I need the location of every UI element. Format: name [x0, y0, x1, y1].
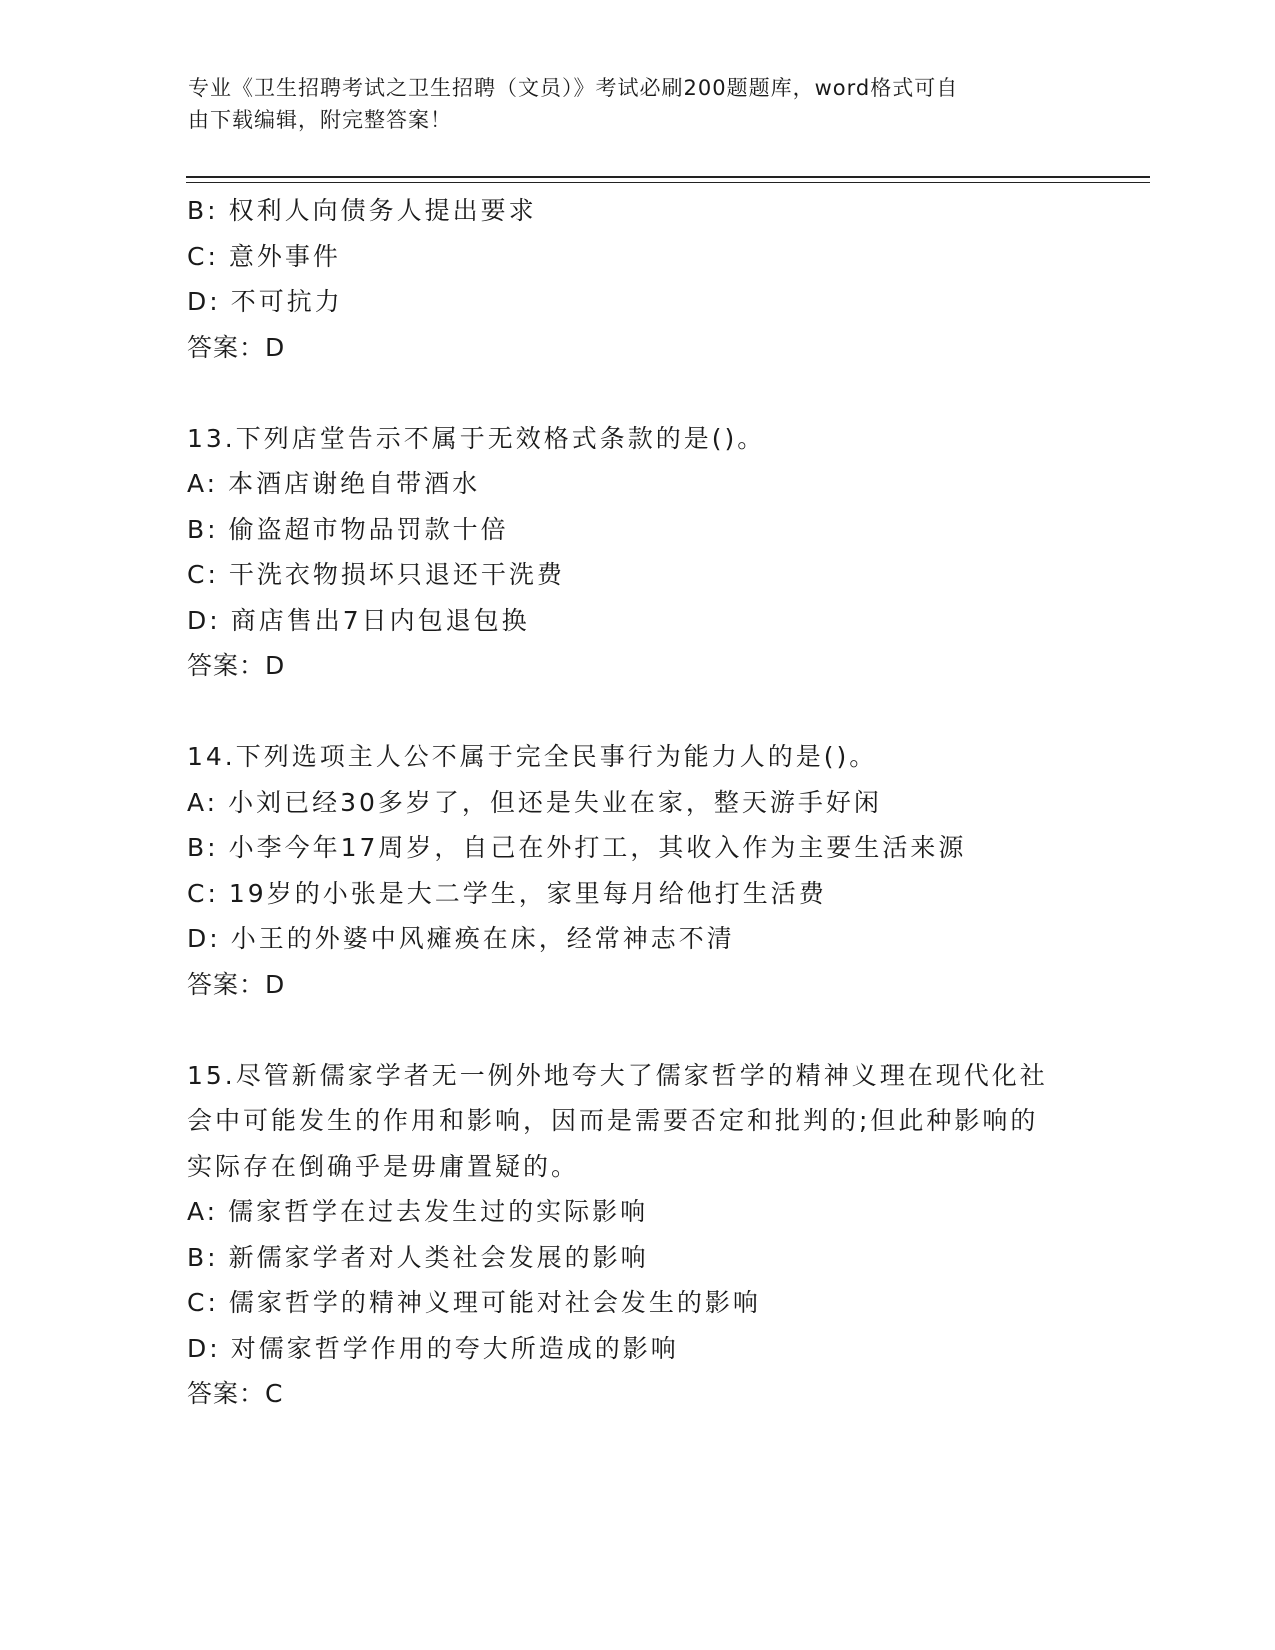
answer-line: 答案：D: [187, 651, 286, 680]
option-d: [187, 1326, 1087, 1372]
option-text: 商店售出7日内包退包换: [230, 605, 530, 635]
option-text: 干洗衣物损坏只退还干洗费: [228, 560, 565, 589]
option-c: [187, 552, 1087, 598]
option-text: 小李今年17周岁，自己在外打工，其收入作为主要生活来源: [228, 833, 967, 862]
option-text: 19岁的小张是大二学生，家里每月给他打生活费: [228, 878, 827, 908]
option-a: [187, 461, 1087, 507]
option-text: 意外事件: [228, 241, 341, 271]
question-stem: 13.下列店堂告示不属于无效格式条款的是()。: [187, 423, 766, 453]
option-key: C:: [187, 241, 219, 271]
option-text: 偷盗超市物品罚款十倍: [228, 514, 509, 544]
option-d: [187, 279, 1087, 325]
option-c: [187, 1280, 1087, 1326]
option-key: D:: [187, 287, 221, 316]
option-d: [187, 598, 1087, 644]
option-key: A:: [187, 787, 219, 817]
question-stem-line-1: 15.尽管新儒家学者无一例外地夸大了儒家哲学的精神义理在现代化社: [187, 1060, 1048, 1090]
option-text: 小刘已经30多岁了，但还是失业在家，整天游手好闲: [228, 787, 882, 817]
question-13: [187, 416, 1087, 689]
option-key: B:: [187, 1242, 219, 1272]
header-line-1: 专业《卫生招聘考试之卫生招聘（文员）》考试必刷200题题库，word格式可自: [188, 76, 959, 100]
option-text: 权利人向债务人提出要求: [228, 196, 537, 225]
option-text: 儒家哲学在过去发生过的实际影响: [228, 1197, 649, 1226]
option-b: [187, 825, 1087, 871]
option-key: D:: [187, 1333, 221, 1363]
question-15: [187, 1053, 1087, 1417]
option-c: [187, 871, 1087, 917]
spacer: [187, 370, 1087, 416]
option-text: 本酒店谢绝自带酒水: [228, 469, 481, 498]
answer-line: 答案：D: [187, 969, 286, 999]
option-text: 小王的外婆中风瘫痪在床，经常神志不清: [230, 924, 735, 953]
option-a: [187, 780, 1087, 826]
option-key: C:: [187, 878, 219, 908]
option-text: 不可抗力: [230, 287, 343, 316]
option-key: C:: [187, 1288, 219, 1317]
option-b: [187, 188, 1087, 234]
option-key: A:: [187, 1197, 219, 1226]
question-14: [187, 734, 1087, 1007]
option-key: B:: [187, 514, 219, 544]
question-continued: [187, 188, 1087, 370]
document-body: [187, 188, 1087, 1417]
option-key: A:: [187, 469, 219, 498]
document-header: [188, 72, 1068, 136]
spacer: [187, 1007, 1087, 1053]
option-b: [187, 1235, 1087, 1281]
option-key: B:: [187, 833, 219, 862]
option-a: [187, 1189, 1087, 1235]
question-stem-line-3: 实际存在倒确乎是毋庸置疑的。: [187, 1151, 580, 1181]
answer-line: 答案：D: [187, 332, 286, 362]
header-divider-thin: [186, 182, 1150, 183]
option-key: B:: [187, 196, 219, 225]
option-text: 新儒家学者对人类社会发展的影响: [228, 1242, 649, 1272]
option-key: D:: [187, 924, 221, 953]
question-stem-line-2: 会中可能发生的作用和影响，因而是需要否定和批判的;但此种影响的: [187, 1106, 1039, 1135]
header-line-2: 由下载编辑，附完整答案！: [188, 108, 452, 132]
spacer: [187, 689, 1087, 735]
option-text: 对儒家哲学作用的夸大所造成的影响: [230, 1333, 679, 1363]
question-stem: 14.下列选项主人公不属于完全民事行为能力人的是()。: [187, 742, 878, 771]
answer-line: 答案：C: [187, 1379, 284, 1408]
option-b: [187, 507, 1087, 553]
option-c: [187, 234, 1087, 280]
header-divider-thick: [186, 176, 1150, 178]
option-key: C:: [187, 560, 219, 589]
option-key: D:: [187, 605, 221, 635]
option-text: 儒家哲学的精神义理可能对社会发生的影响: [228, 1288, 761, 1317]
option-d: [187, 916, 1087, 962]
